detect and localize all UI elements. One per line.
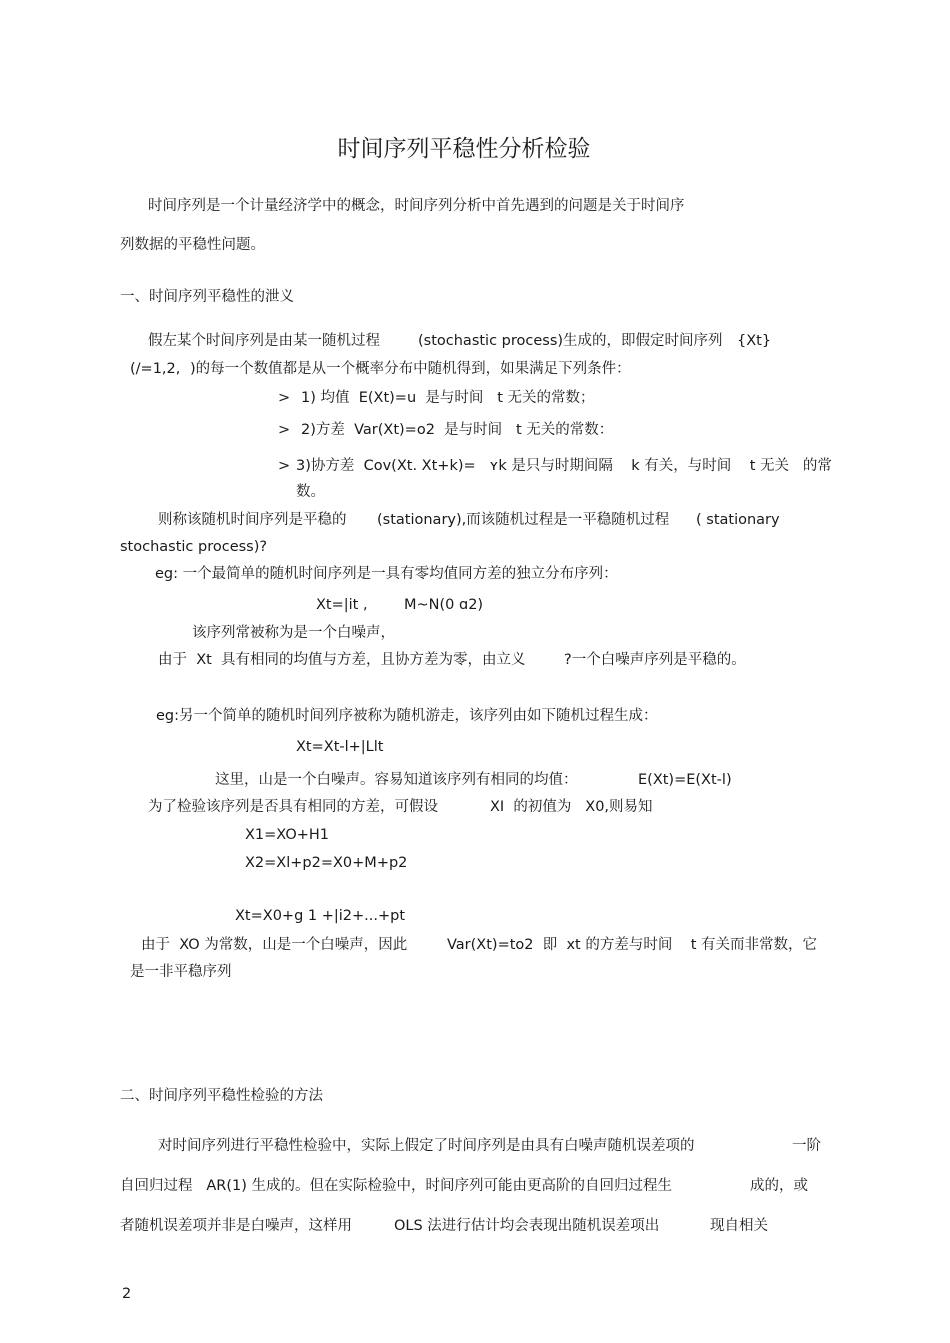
definition-line-1a: 假左某个时间序列是由某一随机过程 xyxy=(148,333,380,349)
white-noise-line-2a: 由于 Xt 具有相同的均值与方差，且协方差为零，由立义 xyxy=(158,652,526,668)
equation-x2: X2=Xl+p2=X0+M+p2 xyxy=(245,855,408,871)
method-line-2b: 成的，或 xyxy=(750,1178,808,1194)
condition-3-line-1: 3)协方差 Cov(Xt. Xt+k)= ʏk 是只与时期间隔 k 有关，与时间 t 无关 的常 xyxy=(296,458,832,474)
equation-white-noise-a: Xt=|it , xyxy=(316,597,368,613)
equation-xt: Xt=X0+g 1 +|i2+...+pt xyxy=(235,908,406,924)
equation-random-walk: Xt=Xt-l+|Llt xyxy=(296,739,384,755)
intro-line-2: 列数据的平稳性问题。 xyxy=(120,237,265,253)
conclusion-line-1a: 则称该随机时间序列是平稳的 xyxy=(158,512,347,528)
method-line-3a: 者随机误差项并非是白噪声，这样用 xyxy=(120,1218,352,1234)
section-1-heading: 一、时间序列平稳性的泄义 xyxy=(120,289,294,305)
definition-line-1b: (stochastic process)生成的，即假定时间序列 xyxy=(418,333,723,349)
condition-1: 1) 均值 E(Xt)=u 是与时间 t 无关的常数； xyxy=(301,390,595,406)
result-line-2: 是一非平稳序列 xyxy=(130,964,232,980)
equation-x1: X1=XO+H1 xyxy=(245,827,330,843)
definition-line-1c: {Xt} xyxy=(737,333,772,349)
method-line-1a: 对时间序列进行平稳性检验中，实际上假定了时间序列是由具有白噪声随机误差项的 xyxy=(158,1138,695,1154)
page-number: 2 xyxy=(122,1286,132,1302)
condition-3-line-2: 数。 xyxy=(296,484,325,500)
method-line-2a: 自回归过程 AR(1) 生成的。但在实际检验中，时间序列可能由更高阶的自回归过程生 xyxy=(120,1178,672,1194)
white-noise-line-2b: ?一个白噪声序列是平稳的。 xyxy=(564,652,746,668)
conclusion-line-1c: ( stationary xyxy=(696,512,780,528)
random-walk-line-2a: 为了检验该序列是否具有相同的方差，可假设 xyxy=(148,799,438,815)
example-1-intro: eg: 一个最简单的随机时间序列是一具有零均值同方差的独立分布序列： xyxy=(155,566,618,582)
page-title: 时间序列平稳性分析检验 xyxy=(337,136,591,162)
result-line-1b: Var(Xt)=to2 即 xt 的方差与时间 t 有关而非常数，它 xyxy=(447,937,818,953)
bullet-1: > xyxy=(278,390,291,406)
bullet-3: > xyxy=(278,458,291,474)
method-line-3b: OLS 法进行估计均会表现出随机误差项出 xyxy=(394,1218,660,1234)
condition-2: 2)方差 Var(Xt)=o2 是与时间 t 无关的常数： xyxy=(301,422,614,438)
bullet-2: > xyxy=(278,422,291,438)
random-walk-line-1b: E(Xt)=E(Xt-l) xyxy=(638,772,732,788)
section-2-heading: 二、时间序列平稳性检验的方法 xyxy=(120,1088,323,1104)
intro-line-1: 时间序列是一个计量经济学中的概念，时间序列分析中首先遇到的问题是关于时间序 xyxy=(148,198,685,214)
white-noise-line-1: 该序列常被称为是一个白噪声， xyxy=(192,625,395,641)
equation-white-noise-b: M~N(0 ɑ2) xyxy=(404,597,484,613)
random-walk-line-1a: 这里，山是一个白噪声。容易知道该序列有相同的均值： xyxy=(215,772,578,788)
random-walk-line-2b: XI 的初值为 X0,则易知 xyxy=(490,799,653,815)
definition-line-2b: )的每一个数值都是从一个概率分布中随机得到，如果满足下列条件： xyxy=(190,361,631,377)
result-line-1a: 由于 XO 为常数，山是一个白噪声，因此 xyxy=(141,937,408,953)
conclusion-line-1b: (stationary),而该随机过程是一平稳随机过程 xyxy=(377,512,670,528)
conclusion-line-2: stochastic process)? xyxy=(120,539,268,555)
example-2-intro: eg:另一个简单的随机时间列序被称为随机游走，该序列由如下随机过程生成： xyxy=(156,708,658,724)
method-line-1b: 一阶 xyxy=(792,1138,821,1154)
definition-line-2a: (/=1,2, xyxy=(130,361,181,377)
method-line-3c: 现自相关 xyxy=(710,1218,768,1234)
